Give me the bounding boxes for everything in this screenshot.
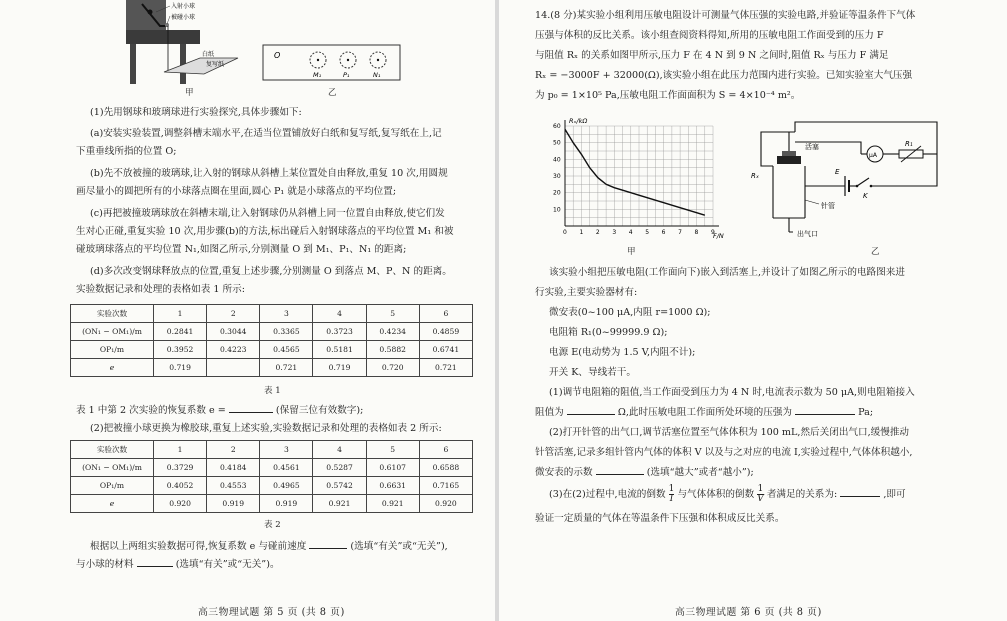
table-cell: 实验次数 bbox=[71, 441, 154, 459]
table-cell: 0.3044 bbox=[207, 323, 260, 341]
equipment-3: 电源 E(电动势为 1.5 V,内阻不计); bbox=[549, 347, 696, 358]
table-cell: 0.6631 bbox=[366, 477, 419, 495]
step-d-line2: 实验数据记录和处理的表格如表 1 所示: bbox=[76, 284, 245, 295]
table-cell: 0.3729 bbox=[154, 459, 207, 477]
table-cell: 2 bbox=[207, 441, 260, 459]
y-tick-label: 20 bbox=[553, 189, 561, 197]
table-cell: 0.4184 bbox=[207, 459, 260, 477]
frac-num: 1 bbox=[668, 484, 675, 494]
answer-blank-pressure[interactable] bbox=[795, 414, 855, 415]
table-cell: 5 bbox=[366, 305, 419, 323]
table-cell: (ON₁ − OM₁)/m bbox=[71, 459, 154, 477]
step-a-line1: (a)安装实验装置,调整斜槽末端水平,在适当位置铺放好白纸和复写纸,复写纸在上,记 bbox=[90, 128, 442, 139]
point-o: O bbox=[274, 51, 281, 60]
sub3-prefix: (3)在(2)过程中,电流的倒数 bbox=[549, 489, 666, 500]
fig-label-jia: 甲 bbox=[185, 88, 194, 98]
pressure-sensor bbox=[782, 151, 796, 156]
table-row bbox=[71, 323, 473, 341]
table-cell: (ON₁ − OM₁)/m bbox=[71, 323, 154, 341]
answer-blank-resistance[interactable] bbox=[567, 414, 615, 415]
table-cell: 0.720 bbox=[366, 359, 419, 377]
x-tick-label: 2 bbox=[595, 229, 600, 236]
sub3-suffix: ,即可 bbox=[883, 489, 906, 500]
conclusion-line1 bbox=[90, 540, 448, 553]
table-leg-2 bbox=[130, 44, 136, 84]
table-cell: 0.919 bbox=[260, 495, 313, 513]
table-cell: 0.6741 bbox=[419, 341, 472, 359]
table-cell: 0.721 bbox=[260, 359, 313, 377]
conclusion-line2-prefix: 与小球的材料 bbox=[76, 559, 134, 570]
table-1-caption: 表 1 bbox=[264, 386, 281, 396]
sub1-prefix: 阻值为 bbox=[535, 407, 564, 418]
table-cell: 1 bbox=[154, 441, 207, 459]
table-cell: 0.919 bbox=[207, 495, 260, 513]
y-tick-label: 60 bbox=[553, 123, 561, 130]
question-1-prefix: 表 1 中第 2 次实验的恢复系数 e = bbox=[76, 405, 226, 416]
table-cell: 0.920 bbox=[419, 495, 472, 513]
equipment-1: 微安表(0~100 μA,内阻 r=1000 Ω); bbox=[549, 307, 711, 318]
label-piston: 活塞 bbox=[805, 143, 819, 151]
label-outlet: 出气口 bbox=[797, 230, 818, 238]
step-b-line2: 画尽量小的圆把所有的小球落点圈在里面,圆心 P₁ 就是小球落点的平均位置; bbox=[76, 186, 397, 197]
piston bbox=[777, 156, 801, 164]
sub1-mid: Ω,此时压敏电阻工作面所处环境的压强为 bbox=[617, 407, 793, 418]
x-tick-label: 0 bbox=[563, 229, 567, 236]
table-cell: 0.5882 bbox=[366, 341, 419, 359]
table-cell: 2 bbox=[207, 305, 260, 323]
conclusion-line2 bbox=[76, 558, 280, 571]
table-cell: 0.7165 bbox=[419, 477, 472, 495]
q14-line3: 与阻值 Rₓ 的关系如图甲所示,压力 F 在 4 N 到 9 N 之间时,阻值 Rₓ 与压力 F 满足 bbox=[535, 50, 889, 61]
table-cell bbox=[207, 359, 260, 377]
white-paper bbox=[164, 58, 238, 74]
answer-blank-meter[interactable] bbox=[596, 474, 644, 475]
table-block bbox=[126, 0, 166, 32]
sub1-line1: (1)调节电阻箱的阻值,当工作面受到压力为 4 N 时,电流表示数为 50 μA,则电阻箱接入 bbox=[549, 387, 915, 398]
data-table-1 bbox=[70, 304, 473, 377]
y-tick-label: 10 bbox=[553, 206, 561, 214]
page-footer-5: 高三物理试题 第 5 页 (共 8 页) bbox=[198, 607, 345, 618]
table-cell: 0.3365 bbox=[260, 323, 313, 341]
answer-blank-relation[interactable] bbox=[840, 496, 880, 497]
fraction-1-over-v bbox=[757, 485, 764, 504]
table-cell: 0.5287 bbox=[313, 459, 366, 477]
circuit-diagram bbox=[749, 120, 949, 242]
table-cell: OP₁/m bbox=[71, 477, 154, 495]
table-cell: 0.921 bbox=[366, 495, 419, 513]
x-tick-label: 1 bbox=[579, 229, 584, 236]
y-axis-label: Rₓ/kΩ bbox=[569, 117, 588, 125]
y-tick-label: 30 bbox=[553, 173, 561, 180]
equipment-4: 开关 K、导线若干。 bbox=[549, 367, 636, 378]
table-cell: 0.6107 bbox=[366, 459, 419, 477]
table-cell: 3 bbox=[260, 441, 313, 459]
paragraph-line1: 该实验小组把压敏电阻(工作面向下)嵌入到活塞上,并设计了如图乙所示的电路图来进 bbox=[549, 267, 905, 278]
table-cell: 0.2841 bbox=[154, 323, 207, 341]
sub3-mid2: 者满足的关系为: bbox=[766, 489, 838, 500]
table-header-row bbox=[71, 441, 473, 459]
table-cell: 0.4565 bbox=[260, 341, 313, 359]
page-footer-6: 高三物理试题 第 6 页 (共 8 页) bbox=[675, 607, 822, 618]
answer-blank-velocity[interactable] bbox=[309, 548, 347, 549]
label-white-paper: 白纸 bbox=[202, 51, 215, 58]
q14-line2: 压强与体积的反比关系。该小组查阅资料得知,所用的压敏电阻工作面受到的压力 F bbox=[535, 30, 884, 41]
page-5 bbox=[0, 0, 495, 621]
chart-ticks bbox=[553, 123, 715, 236]
sub2-line3 bbox=[535, 466, 754, 479]
table-row bbox=[71, 359, 473, 377]
table-cell: 0.4561 bbox=[260, 459, 313, 477]
fig-label-yi: 乙 bbox=[328, 88, 337, 98]
x-axis-label: F/N bbox=[713, 232, 724, 240]
conclusion-line2-suffix: (选填“有关”或“无关”)。 bbox=[175, 559, 280, 570]
step-c-line1: (c)再把被撞玻璃球放在斜槽末端,让入射钢球仍从斜槽上同一位置自由释放,使它们发 bbox=[90, 208, 445, 219]
table-cell: 4 bbox=[313, 441, 366, 459]
page-6 bbox=[499, 0, 1007, 621]
frac-den: V bbox=[757, 494, 764, 504]
table-row bbox=[71, 341, 473, 359]
table-header-row bbox=[71, 305, 473, 323]
landing-figure bbox=[262, 44, 402, 82]
table-cell: 0.4223 bbox=[207, 341, 260, 359]
step-d-line1: (d)多次改变钢球释放点的位置,重复上述步骤,分别测量 O 到落点 M、P、N 的距离。 bbox=[90, 266, 452, 277]
x-tick-label: 8 bbox=[694, 229, 699, 236]
table-cell: 0.5181 bbox=[313, 341, 366, 359]
label-incident-ball: 入射小球 bbox=[171, 3, 196, 10]
table-cell: 0.3952 bbox=[154, 341, 207, 359]
frac-num: 1 bbox=[757, 484, 764, 494]
y-tick-label: 50 bbox=[553, 139, 561, 147]
table-cell: 5 bbox=[366, 441, 419, 459]
y-tick-label: 40 bbox=[553, 156, 561, 164]
q14-line4: Rₓ = −3000F + 32000(Ω),该实验小组在此压力范围内进行实验。已知实验室大气压强 bbox=[535, 70, 913, 81]
label-e: E bbox=[835, 168, 840, 176]
table-cell: 0.721 bbox=[419, 359, 472, 377]
sub2-prefix: 微安表的示数 bbox=[535, 467, 593, 478]
answer-blank-material[interactable] bbox=[137, 566, 173, 567]
equipment-2: 电阻箱 R₁(0~99999.9 Ω); bbox=[549, 327, 668, 338]
step1-title: (1)先用钢球和玻璃球进行实验探究,具体步骤如下: bbox=[90, 107, 302, 118]
series-line bbox=[565, 129, 705, 215]
x-tick-label: 9 bbox=[711, 229, 715, 236]
label-meter: μA bbox=[869, 152, 877, 159]
label-needle: 针管 bbox=[821, 202, 835, 210]
table-cell: 0.719 bbox=[154, 359, 207, 377]
step-c-line3: 碰玻璃球落点的平均位置 N₁,如图乙所示,分别测量 O 到 M₁、P₁、N₁ 的距离; bbox=[76, 244, 407, 255]
x-tick-label: 7 bbox=[678, 229, 682, 236]
table-row bbox=[71, 495, 473, 513]
apparatus-figure bbox=[120, 0, 260, 86]
table-cell: 4 bbox=[313, 305, 366, 323]
point-m1: M₁ bbox=[313, 71, 322, 79]
answer-blank-e[interactable] bbox=[229, 412, 273, 413]
table-cell: 实验次数 bbox=[71, 305, 154, 323]
point-n1: N₁ bbox=[373, 71, 381, 79]
table-cell: 0.3723 bbox=[313, 323, 366, 341]
frac-den: I bbox=[669, 494, 674, 504]
fig-label-jia-right: 甲 bbox=[627, 247, 636, 257]
q14-line1: 14.(8 分)某实验小组利用压敏电阻设计可测量气体压强的实验电路,并验证等温条件下气体 bbox=[535, 10, 916, 21]
x-tick-label: 6 bbox=[661, 229, 666, 236]
paragraph-line2: 行实验,主要实验器材有: bbox=[535, 287, 638, 298]
table-cell: 6 bbox=[419, 441, 472, 459]
step-b-line1: (b)先不放被撞的玻璃球,让入射的钢球从斜槽上某位置处自由释放,重复 10 次,用圆规 bbox=[90, 168, 448, 179]
x-tick-label: 5 bbox=[645, 229, 650, 236]
sub3-line2: 验证一定质量的气体在等温条件下压强和体积成反比关系。 bbox=[535, 513, 785, 524]
table-cell: 0.4234 bbox=[366, 323, 419, 341]
x-tick-label: 4 bbox=[628, 229, 633, 236]
conclusion-line1-prefix: 根据以上两组实验数据可得,恢复系数 e 与碰前速度 bbox=[90, 541, 307, 552]
data-table-2 bbox=[70, 440, 473, 513]
table-cell: e bbox=[71, 359, 154, 377]
table-cell: 0.4052 bbox=[154, 477, 207, 495]
step-a-line2: 下重垂线所指的位置 O; bbox=[76, 146, 177, 157]
fig-label-yi-right: 乙 bbox=[871, 247, 880, 257]
table-cell: 0.6588 bbox=[419, 459, 472, 477]
question-2: (2)把被撞小球更换为橡胶球,重复上述实验,实验数据记录和处理的表格如表 2 所示: bbox=[90, 423, 442, 434]
table-cell: e bbox=[71, 495, 154, 513]
point-p1: P₁ bbox=[343, 71, 350, 79]
label-carbon-paper: 复写纸 bbox=[206, 61, 225, 68]
sub2-suffix: (选填“越大”或者“越小”); bbox=[646, 467, 754, 478]
table-cell: 3 bbox=[260, 305, 313, 323]
table-2-caption: 表 2 bbox=[264, 520, 281, 530]
table-cell: 0.4965 bbox=[260, 477, 313, 495]
label-r1: R₁ bbox=[905, 140, 913, 148]
rx-force-chart bbox=[551, 114, 731, 242]
x-tick-label: 3 bbox=[612, 229, 617, 236]
table-top bbox=[126, 30, 200, 44]
table-row bbox=[71, 477, 473, 495]
question-1-suffix: (保留三位有效数字); bbox=[275, 405, 364, 416]
table-cell: 1 bbox=[154, 305, 207, 323]
label-k: K bbox=[863, 192, 868, 200]
step-c-line2: 生对心正碰,重复实验 10 次,用步骤(b)的方法,标出碰后入射钢球落点的平均位置 M₁ 和被 bbox=[76, 226, 454, 237]
incident-ball bbox=[148, 10, 153, 15]
conclusion-line1-suffix: (选填“有关”或“无关”), bbox=[350, 541, 448, 552]
table-cell: 0.4859 bbox=[419, 323, 472, 341]
table-cell: OP₁/m bbox=[71, 341, 154, 359]
table-cell: 0.719 bbox=[313, 359, 366, 377]
table-cell: 0.921 bbox=[313, 495, 366, 513]
question-1 bbox=[76, 404, 363, 417]
sub1-line2 bbox=[535, 406, 873, 419]
sub3-line1 bbox=[549, 484, 906, 506]
fraction-1-over-i bbox=[669, 485, 675, 504]
table-row bbox=[71, 459, 473, 477]
table-cell: 0.4553 bbox=[207, 477, 260, 495]
q14-line5: 为 p₀ = 1×10⁵ Pa,压敏电阻工作面面积为 S = 4×10⁻⁴ m²。 bbox=[535, 90, 801, 101]
chart-axes bbox=[565, 120, 719, 226]
label-rx: Rₓ bbox=[751, 172, 759, 180]
table-cell: 0.5742 bbox=[313, 477, 366, 495]
sub2-line2: 针管活塞,记录多组针管内气体的体积 V 以及与之对应的电流 I,实验过程中,气体体积越小, bbox=[535, 447, 913, 458]
sub1-suffix: Pa; bbox=[858, 407, 874, 418]
table-cell: 6 bbox=[419, 305, 472, 323]
table-cell: 0.920 bbox=[154, 495, 207, 513]
sub3-mid1: 与气体体积的倒数 bbox=[677, 489, 755, 500]
switch-k bbox=[857, 178, 869, 186]
label-target-ball: 被碰小球 bbox=[171, 14, 196, 21]
sub2-line1: (2)打开针管的出气口,调节活塞位置至气体体积为 100 mL,然后关闭出气口,缓慢推动 bbox=[549, 427, 910, 438]
